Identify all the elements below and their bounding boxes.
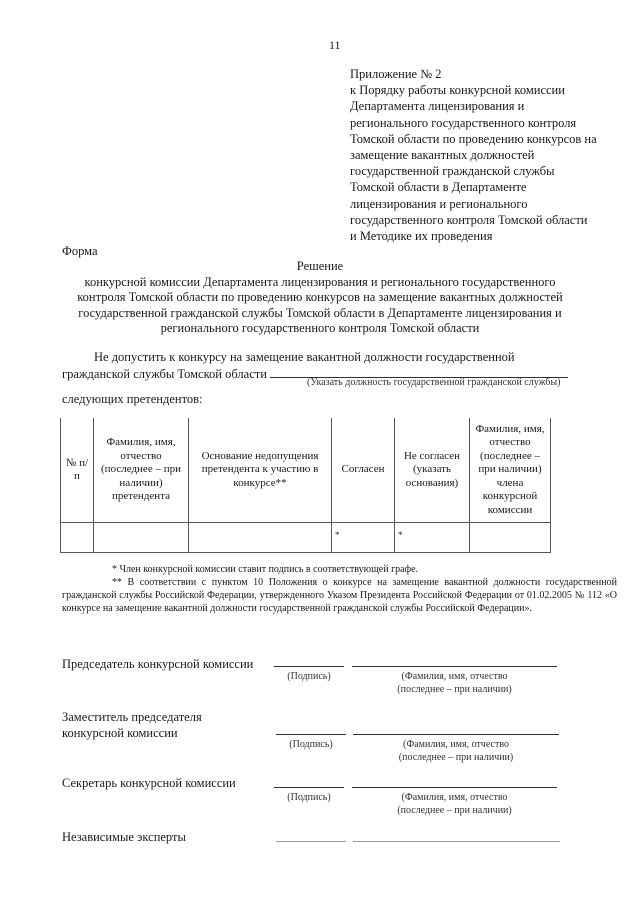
table-row [61, 523, 551, 553]
signature-hint: (Подпись) [289, 739, 333, 750]
secretary-name-line[interactable] [352, 775, 557, 788]
experts-signature-line[interactable] [276, 830, 346, 842]
footnote-1: * Член конкурсной комиссии ставит подпись в соответствующей графе. [112, 564, 419, 575]
decision-line: регионального государственного контроля Томской области [160, 321, 480, 336]
appendix-line: и Методике их проведения [350, 229, 493, 244]
appendix-line: регионального государственного контроля [350, 115, 577, 130]
name-hint [352, 670, 557, 696]
header-reason: Основание недопущения претендента к участию в конкурсе** [189, 418, 332, 523]
name-hint-line: (последнее – при наличии) [398, 752, 514, 763]
cell-disagree[interactable]: * [395, 523, 470, 553]
appendix-line: Приложение № 2 [350, 67, 442, 81]
cell-number[interactable] [61, 523, 94, 553]
footnote-2: ** В соответствии с пунктом 10 Положения о конкурсе на замещение вакантной должности государственной гражданской службы Российской Федерации, утвержденного Указом Президента Российской Федерации от 01.02.2005 № 112 «О конкурсе на замещение вакантной должности государственной гражданской службы Российской Федерации». [62, 577, 617, 614]
name-hint-line: (последнее – при наличии) [397, 684, 512, 695]
cell-candidate-name[interactable] [94, 523, 189, 553]
decision-heading: Решение [296, 259, 344, 273]
chairman-label: Председатель конкурсной комиссии [62, 657, 254, 671]
footnotes [62, 563, 617, 615]
page-number: 11 [329, 38, 341, 52]
name-hint [353, 738, 559, 764]
secretary-label: Секретарь конкурсной комиссии [62, 776, 236, 790]
body-line-2: гражданской службы Томской области [62, 367, 267, 381]
header-number: № п/п [61, 418, 94, 523]
appendix-line: государственного контроля Томской области [350, 212, 588, 227]
decision-line: конкурсной комиссии Департамента лицензирования и регионального государственного [84, 274, 556, 289]
chairman-name-line[interactable] [352, 654, 557, 667]
deputy-name-line[interactable] [353, 722, 559, 735]
appendix-line: Томской области по проведению конкурсов на [350, 131, 597, 146]
experts-label: Независимые эксперты [62, 830, 186, 844]
candidates-table [60, 418, 551, 553]
deputy-chairman-label [62, 709, 202, 741]
name-hint-line: (Фамилия, имя, отчество [401, 671, 508, 682]
chairman-signature-line[interactable] [274, 654, 344, 667]
cell-reason[interactable] [189, 523, 332, 553]
decision-line: государственной гражданской службы Томской области в Департаменте лицензирования и [78, 305, 562, 320]
signature-hint: (Подпись) [287, 671, 331, 682]
header-agree: Согласен [332, 418, 395, 523]
name-hint-line: (Фамилия, имя, отчество [401, 792, 508, 803]
appendix-line: к Порядку работы конкурсной комиссии [350, 83, 565, 98]
header-disagree: Не согласен (указать основания) [395, 418, 470, 523]
header-candidate-name: Фамилия, имя, отчество (последнее – при наличии) претендента [94, 418, 189, 523]
form-label: Форма [62, 244, 98, 258]
appendix-line: замещение вакантных должностей [350, 148, 535, 163]
appendix-header [350, 66, 620, 244]
name-hint [352, 791, 557, 817]
table-header-row [61, 418, 551, 523]
name-hint-line: (последнее – при наличии) [397, 805, 512, 816]
header-member-name: Фамилия, имя, отчество (последнее – при наличии) члена конкурсной комиссии [470, 418, 551, 523]
secretary-signature-line[interactable] [274, 775, 344, 788]
deputy-label-line: Заместитель председателя [62, 710, 202, 724]
appendix-line: Департамента лицензирования и [350, 99, 525, 114]
deputy-signature-line[interactable] [276, 722, 346, 735]
cell-member-name[interactable] [470, 523, 551, 553]
appendix-line: государственной гражданской службы [350, 164, 555, 179]
deputy-label-line: конкурсной комиссии [62, 726, 178, 740]
decision-title [60, 259, 580, 337]
appendix-line: Томской области в Департаменте [350, 180, 527, 195]
appendix-line: лицензирования и регионального [350, 196, 528, 211]
signature-hint: (Подпись) [287, 792, 331, 803]
experts-name-line[interactable] [353, 830, 560, 842]
decision-line: контроля Томской области по проведению конкурсов на замещение вакантных должностей [77, 290, 563, 305]
cell-agree[interactable]: * [332, 523, 395, 553]
body-line-3: следующих претендентов: [62, 392, 203, 406]
body-line-1: Не допустить к конкурсу на замещение вакантной должности государственной [94, 350, 515, 364]
name-hint-line: (Фамилия, имя, отчество [403, 739, 509, 750]
position-hint: (Указать должность государственной гражданской службы) [307, 377, 561, 388]
